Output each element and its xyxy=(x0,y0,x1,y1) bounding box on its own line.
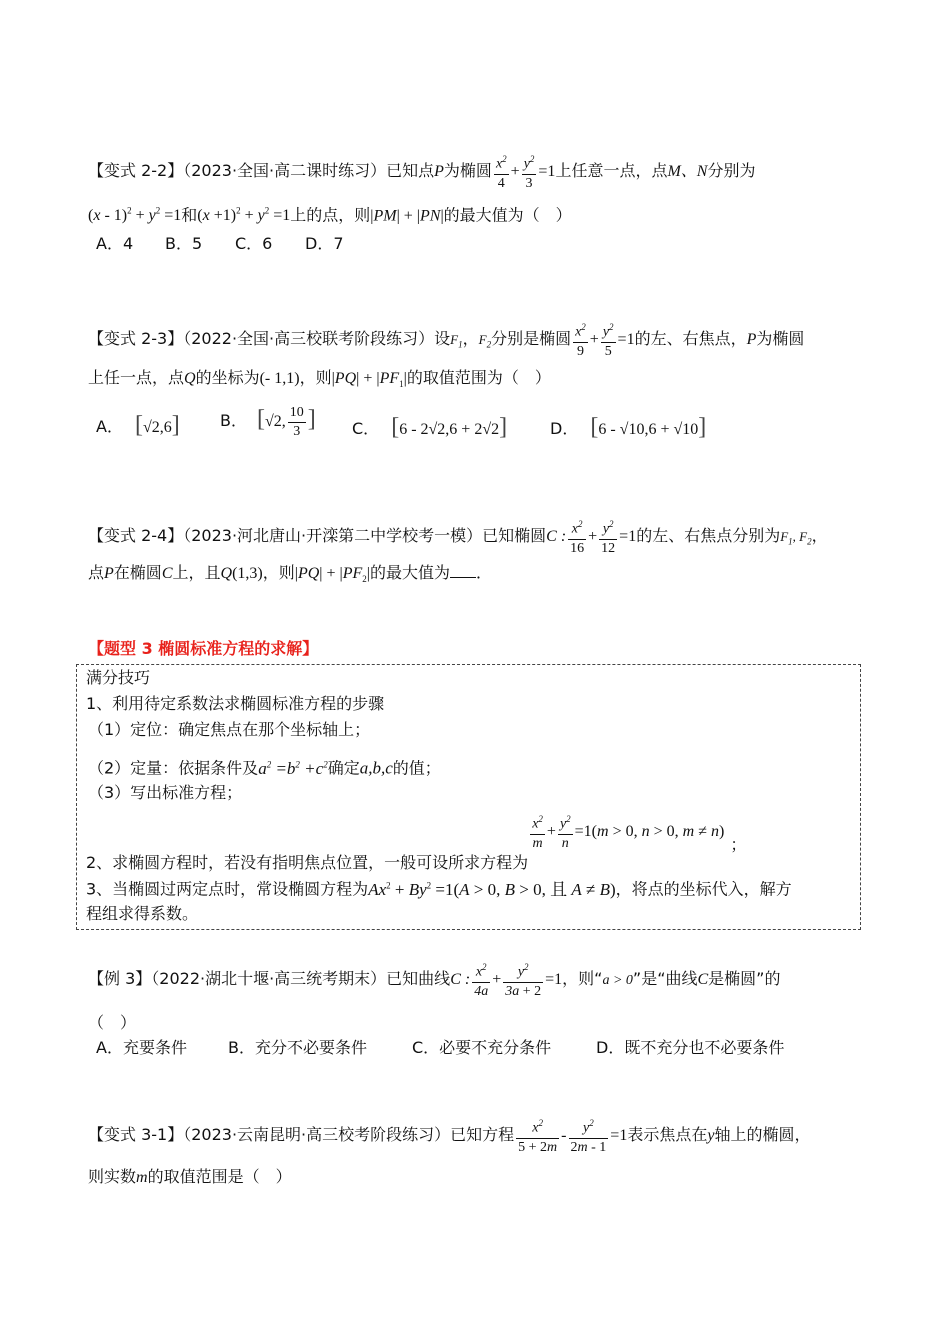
curve-c: C xyxy=(697,970,709,988)
point-p: P xyxy=(434,162,444,180)
tips-line-7: 程组求得系数。 xyxy=(86,904,199,923)
two-point-form: $Ax^2 + By^2 =1(A > 0$, B > 0, 且 A ≠ B) xyxy=(368,879,616,899)
ellipse-c: C : xyxy=(546,527,567,545)
v24-text: 上，且 xyxy=(172,563,221,582)
v23-text: ，则 xyxy=(299,368,332,387)
v22-line2 xyxy=(88,200,572,227)
tips-line-4: （3）写出标准方程； xyxy=(88,783,243,802)
v22-text: 的最大值为（ ） xyxy=(443,205,572,225)
fraction: $\frac{y^2}{3a + 2}$ xyxy=(503,958,543,1001)
tips-text: ，将点的坐标代入，解方 xyxy=(615,879,792,899)
axis-y: y xyxy=(707,1126,715,1144)
fraction: $\frac{x^2}{4}$ xyxy=(494,150,509,193)
v31-line2 xyxy=(88,1166,292,1189)
v23-text: 上任一点，点 xyxy=(88,368,185,387)
tips-line-1: 1、利用待定系数法求椭圆标准方程的步骤 xyxy=(86,694,385,713)
v31-text: 轴上的椭圆， xyxy=(714,1124,811,1144)
interval-b: [√2, $\frac{10}{3}$ ] xyxy=(256,405,316,439)
ex3-option-c[interactable]: C．必要不充分条件 xyxy=(412,1038,552,1057)
option-label: C． xyxy=(352,419,380,438)
condition-a: a > 0 xyxy=(602,972,633,988)
v23-option-b[interactable] xyxy=(220,404,316,441)
v24-text: 的最大值为 xyxy=(369,563,450,582)
v23-option-c[interactable] xyxy=(352,416,507,441)
interval-d: [6 - √10,6 + √10] xyxy=(590,414,707,440)
tips-title: 满分技巧 xyxy=(86,668,151,687)
v22-option-c[interactable]: C．6 xyxy=(235,234,273,253)
v24-text: 在椭圆 xyxy=(113,563,162,582)
ex3-text: ”是“曲线 xyxy=(632,968,698,988)
tips-text: 确定 xyxy=(327,758,360,778)
v24-line1: 【变式 2-4】（2023·河北唐山·开滦第二中学校考一模）已知椭圆C : $\frac{x^2}{16}$ + $\frac{y^2}{12}$ =1的左、右焦点分别为$F_1$, $F_2$， xyxy=(88,515,828,558)
distance-sum: $|PQ| + |PF_1|$ xyxy=(331,370,407,390)
v24-text: ，则 xyxy=(262,563,295,582)
v23-line1: 【变式 2-3】（2022·全国·高三校联考阶段练习）设$F_1$，$F_2$分别是椭圆 $\frac{x^2}{9}$ + $\frac{y^2}{5}$ =1的左、右焦点，P为椭圆 xyxy=(88,318,804,361)
answer-blank[interactable] xyxy=(450,561,476,578)
tips-text: （2）定量：依据条件及 xyxy=(88,758,259,778)
v22-text: 上任意一点，点 xyxy=(555,160,668,180)
general-form-condition: =1(m > 0, n > 0, m ≠ n) xyxy=(574,822,725,840)
tips-text: 3、当椭圆过两定点时，常设椭圆方程为 xyxy=(86,879,369,899)
fraction: $\frac{x^2}{4a}$ xyxy=(472,958,490,1001)
v22-line1: 【变式 2-2】（2023·全国·高二课时练习）已知点P为椭圆 $\frac{x^2}{4}$ + $\frac{y^2}{3}$ =1上任意一点，点M、N分别为 xyxy=(88,150,755,193)
v24-text: 点 xyxy=(88,563,105,582)
v23-text: 为椭圆 xyxy=(756,328,805,348)
v31-text: 的取值范围是（ ） xyxy=(147,1167,292,1186)
v24-text: 的左、右焦点分别为 xyxy=(636,525,781,545)
section-heading: 【题型 3 椭圆标准方程的求解】 xyxy=(88,639,319,658)
v22-tag: 【变式 2-2】 xyxy=(88,160,184,180)
ex3-paren[interactable]: （ ） xyxy=(88,1013,137,1032)
v23-source: （2022·全国·高三校联考阶段练习）设 xyxy=(183,328,451,348)
point-q: Q xyxy=(184,370,196,387)
v23-text: 的取值范围为（ ） xyxy=(406,368,551,387)
ex3-option-d[interactable]: D．既不充分也不必要条件 xyxy=(596,1038,785,1057)
v23-option-a[interactable] xyxy=(96,414,180,439)
fraction: $\frac{y^2}{2m - 1}$ xyxy=(569,1114,609,1157)
distance-sum: $|PQ| + |PF_2|$ xyxy=(294,565,370,585)
interval-c: [6 - 2√2,6 + 2√2] xyxy=(391,414,508,440)
v24-line2 xyxy=(88,561,492,590)
v22-option-a[interactable]: A．4 xyxy=(96,234,134,253)
v24-text: ． xyxy=(475,563,492,582)
v22-text: 和 xyxy=(181,205,198,225)
v31-text: 则实数 xyxy=(88,1167,137,1186)
fraction: $\frac{y^2}{5}$ xyxy=(601,318,616,361)
circle-equation-1: $(x - 1)^2 + y^2 =1$ xyxy=(88,206,182,225)
fraction: $\frac{x^2}{16}$ xyxy=(568,515,586,558)
point-p: P xyxy=(746,330,757,348)
ex3-option-b[interactable]: B．充分不必要条件 xyxy=(228,1038,367,1057)
interval-a: [√2,6] xyxy=(134,412,180,438)
focus-f2: $F_2$ xyxy=(478,331,492,350)
point-q-coords: (- 1,1) xyxy=(259,370,300,387)
ex3-option-a[interactable]: A．充要条件 xyxy=(96,1038,187,1057)
variable-m: m xyxy=(136,1169,148,1186)
tips-text: 的值； xyxy=(392,758,441,778)
v24-source: （2023·河北唐山·开滦第二中学校考一模）已知椭圆 xyxy=(183,525,547,545)
v22-source: （2023·全国·高二课时练习）已知点 xyxy=(183,160,435,180)
v22-text: 上的点，则 xyxy=(290,205,371,225)
fraction: $\frac{y^2}{3}$ xyxy=(522,150,537,193)
v24-tag: 【变式 2-4】 xyxy=(88,525,184,545)
v31-text: 表示焦点在 xyxy=(627,1124,708,1144)
points-mn: M、N xyxy=(667,162,708,180)
tips-line-6 xyxy=(86,874,792,901)
abc-relation: $a^2 =b^2 +c^2$ xyxy=(258,758,328,778)
v31-source: （2023·云南昆明·高三校考阶段练习）已知方程 xyxy=(183,1124,515,1144)
option-label: A． xyxy=(96,417,123,436)
fraction: $\frac{x^2}{5 + 2m}$ xyxy=(516,1114,559,1157)
curve-c: C : xyxy=(450,970,471,988)
fraction: $\frac{y^2}{12}$ xyxy=(599,515,617,558)
distance-sum: |PM| + |PN| xyxy=(370,207,444,225)
foci: $F_1$, $F_2$ xyxy=(780,528,812,547)
v23-tag: 【变式 2-3】 xyxy=(88,328,184,348)
ex3-source: （2022·湖北十堰·高三统考期末）已知曲线 xyxy=(151,968,451,988)
v23-option-d[interactable] xyxy=(550,416,706,441)
tips-text: 2、求椭圆方程时，若没有指明焦点位置，一般可设所求方程为 xyxy=(86,852,529,872)
point-p: P xyxy=(104,565,114,582)
v22-option-b[interactable]: B．5 xyxy=(165,234,203,253)
ex3-text: 是椭圆”的 xyxy=(708,968,781,988)
v22-option-d[interactable]: D．7 xyxy=(305,234,344,253)
v23-text: 的左、右焦点， xyxy=(634,328,747,348)
circle-equation-2: $(x +1)^2 + y^2 =1$ xyxy=(197,206,291,225)
tips-line-5: 2、求椭圆方程时，若没有指明焦点位置，一般可设所求方程为 $\frac{x^2}{m}$ + $\frac{y^2}{n}$ =1(m > 0, n > 0, m ≠ n)； xyxy=(86,810,746,853)
v22-text: 分别为 xyxy=(707,160,756,180)
ex3-tag: 【例 3】 xyxy=(88,968,152,988)
option-label: B． xyxy=(220,411,247,431)
tips-text: ； xyxy=(730,834,747,854)
abc: a,b,c xyxy=(359,758,393,778)
v23-text: 的坐标为 xyxy=(195,368,260,387)
tips-line-3 xyxy=(88,753,441,780)
fraction: $\frac{x^2}{9}$ xyxy=(573,318,588,361)
v23-line2 xyxy=(88,367,551,395)
v22-text: 为椭圆 xyxy=(443,160,492,180)
fraction: $\frac{x^2}{m}$ xyxy=(530,810,545,853)
ex3-text: ，则“ xyxy=(562,968,603,988)
tips-line-2: （1）定位：确定焦点在那个坐标轴上； xyxy=(88,720,371,739)
option-label: D． xyxy=(550,419,579,438)
point-q-coords: Q(1,3) xyxy=(220,565,263,582)
ellipse-c: C xyxy=(161,565,173,582)
v31-tag: 【变式 3-1】 xyxy=(88,1124,184,1144)
ex3-line1: 【例 3】（2022·湖北十堰·高三统考期末）已知曲线C : $\frac{x^2}{4a}$ + $\frac{y^2}{3a + 2}$ =1，则“a > 0”是“曲线C是椭圆”的 xyxy=(88,958,780,1001)
v31-line1: 【变式 3-1】（2023·云南昆明·高三校考阶段练习）已知方程 $\frac{x^2}{5 + 2m}$ - $\frac{y^2}{2m - 1}$ =1表示焦点在y轴上的椭圆， xyxy=(88,1114,810,1157)
v23-text: 分别是椭圆 xyxy=(491,328,572,348)
fraction: $\frac{y^2}{n}$ xyxy=(558,810,573,853)
focus-f1: $F_1$ xyxy=(450,331,463,350)
